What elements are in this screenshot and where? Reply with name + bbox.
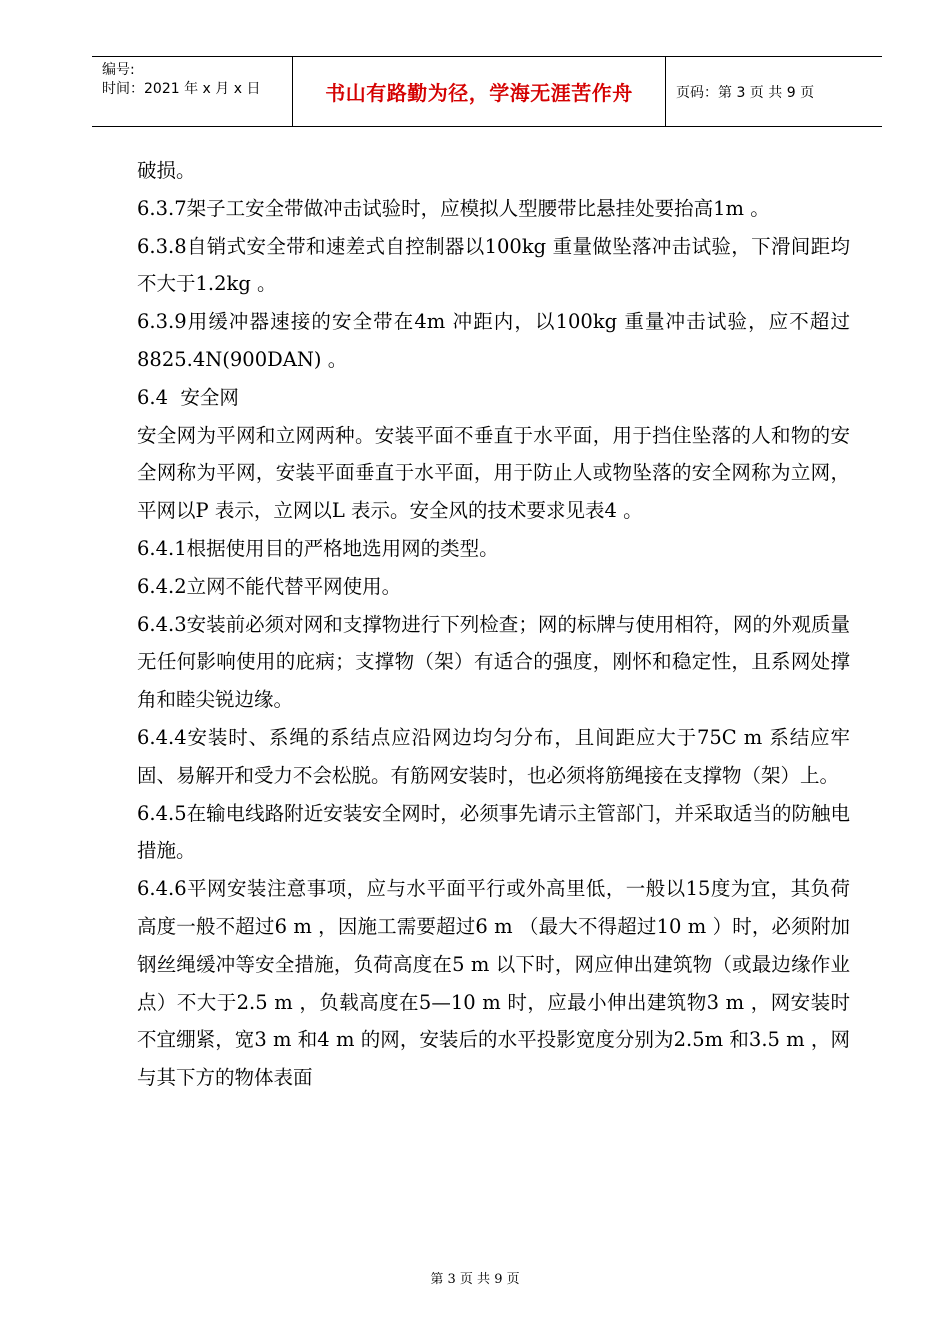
header-page-info: 页码：第 3 页 共 9 页 [676,84,815,101]
document-number-label: 编号: [102,62,135,78]
section-heading: 6.4 安全网 [137,385,239,409]
paragraph: 6.4.1根据使用目的严格地选用网的类型。 [137,536,499,560]
paragraph: 6.3.9用缓冲器速接的安全带在4m 冲距内，以100kg 重量冲击试验，应不超过8825.4N(900DAN) 。 [137,310,850,371]
paragraph: 6.3.8自销式安全带和速差式自控制器以100kg 重量做坠落冲击试验，下滑间距均不大于1.2kg 。 [137,234,850,296]
paragraph: 6.4.3安装前必须对网和支撑物进行下列检查；网的标牌与使用相符，网的外观质量无任何影响使用的庇病；支撑物（架）有适合的强度，刚怀和稳定性，且系网处撑角和睦尖锐边缘。 [137,612,850,712]
document-time: 时间：2021 年 x 月 x 日 [102,81,261,97]
paragraph: 6.4.2立网不能代替平网使用。 [137,574,402,598]
header-meta [92,57,293,126]
paragraph: 6.3.7架子工安全带做冲击试验时，应模拟人型腰带比悬挂处要抬高1m 。 [137,196,770,220]
paragraph: 安全网为平网和立网两种。安装平面不垂直于水平面，用于挡住坠落的人和物的安全网称为平网，安装平面垂直于水平面，用于防止人或物坠落的安全网称为立网，平网以P 表示，立网以L 表示。安全风的技术要求见表4 。 [137,423,850,523]
paragraph: 破损。 [137,159,196,182]
header-motto: 书山有路勤为径，学海无涯苦作舟 [293,57,666,126]
paragraph: 6.4.6平网安装注意事项，应与水平面平行或外高里低，一般以15度为宜，其负荷高度一般不超过6 m ，因施工需要超过6 m （最大不得超过10 m ）时，必须附加钢丝绳缓冲等安全措施，负荷高度在5 m 以下时，网应伸出建筑物（或最边缘作业点）不大于2.5 m ，负载高度在5—10 m 时，应最小伸出建筑物3 m ，网安装时不宜绷紧，宽3 m 和4 m 的网，安装后的水平投影宽度分别为2.5m 和3.5 m ，网与其下方的物体表面 [137,877,850,1090]
paragraph: 6.4.5在输电线路附近安装安全网时，必须事先请示主管部门，并采取适当的防触电措施。 [137,801,850,863]
page-header [92,56,882,127]
paragraph: 6.4.4安装时、系绳的系结点应沿网边均匀分布，且间距应大于75C m 系结应牢固、易解开和受力不会松脱。有筋网安装时，也必须将筋绳接在支撑物（架）上。 [137,725,850,787]
document-body [137,152,850,1097]
page-footer: 第 3 页 共 9 页 [430,1272,520,1287]
